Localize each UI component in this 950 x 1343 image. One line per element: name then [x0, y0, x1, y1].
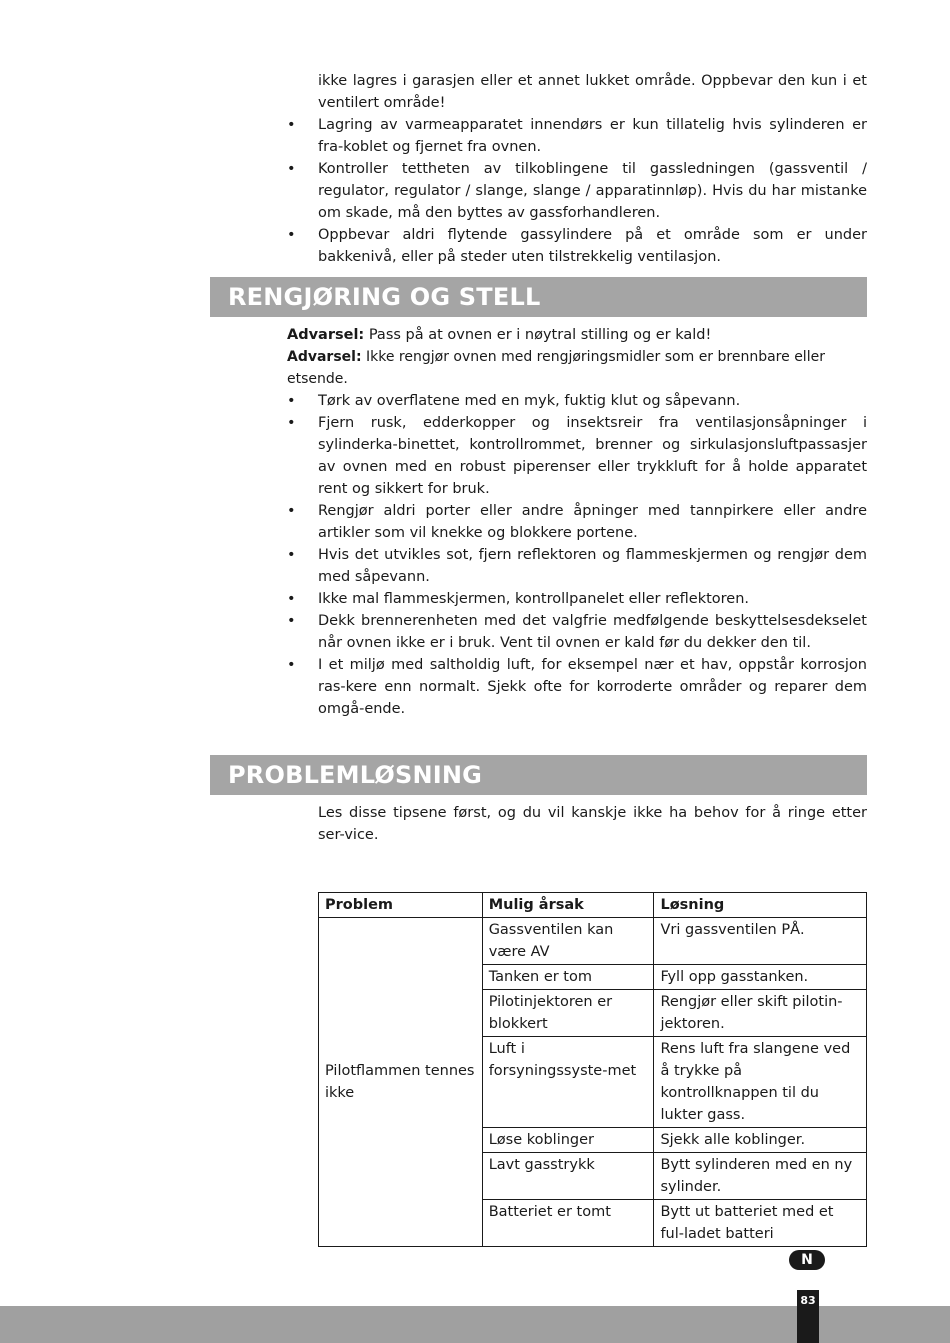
- warning-line: [287, 346, 887, 390]
- cause-cell: Pilotinjektoren er blokkert: [482, 990, 654, 1037]
- list-item: • Fjern rusk, edderkopper og insektsreir fra ventilasjonsåpninger i sylinderka-binettet, kontrollrommet, brenner og sirkulasjonsluftpassasjer av ovnen med en robust piperenser eller trykkluft for å holde apparatet rent og sikkert for bruk.: [287, 412, 867, 500]
- problem-cell: Pilotflammen tennes ikke: [319, 918, 483, 1247]
- list-item: • I et miljø med saltholdig luft, for eksempel nær et hav, oppstår korrosjon ras-kere enn normalt. Sjekk ofte for korroderte områder og reparer dem omgå-ende.: [287, 654, 867, 720]
- solution-cell: Vri gassventilen PÅ.: [654, 918, 867, 965]
- cleaning-bullet-list: [287, 390, 867, 720]
- section-heading-cleaning: RENGJØRING OG STELL: [210, 277, 867, 317]
- troubleshooting-intro: Les disse tipsene først, og du vil kanskje ikke ha behov for å ringe etter ser-vice.: [318, 805, 867, 843]
- column-header-solution: Løsning: [654, 893, 867, 918]
- page-number: 83: [797, 1290, 819, 1343]
- list-item: • Dekk brennerenheten med det valgfrie medfølgende beskyttelsesdekselet når ovnen ikke er i bruk. Vent til ovnen er kald før du dekker den til.: [287, 610, 867, 654]
- cause-cell: Batteriet er tomt: [482, 1200, 654, 1247]
- warning-text: Pass på at ovnen er i nøytral stilling og er kald!: [364, 327, 712, 343]
- solution-cell: Fyll opp gasstanken.: [654, 965, 867, 990]
- table-header-row: [319, 893, 867, 918]
- cause-cell: Lavt gasstrykk: [482, 1153, 654, 1200]
- intro-continuation: ikke lagres i garasjen eller et annet lukket område. Oppbevar den kun i et ventilert område!: [318, 73, 867, 111]
- column-header-problem: Problem: [319, 893, 483, 918]
- solution-cell: Rens luft fra slangene ved å trykke på kontrollknappen til du lukter gass.: [654, 1037, 867, 1128]
- warning-line: [287, 324, 887, 346]
- warning-label: Advarsel:: [287, 327, 365, 343]
- cause-cell: Luft i forsyningssyste-met: [482, 1037, 654, 1128]
- intro-bullet-list: [287, 114, 867, 268]
- warning-label: Advarsel:: [287, 349, 362, 365]
- cause-cell: Løse koblinger: [482, 1128, 654, 1153]
- solution-cell: Bytt ut batteriet med et ful-ladet batteri: [654, 1200, 867, 1247]
- language-badge: N: [789, 1250, 825, 1270]
- troubleshooting-table: [318, 892, 867, 1247]
- solution-cell: Bytt sylinderen med en ny sylinder.: [654, 1153, 867, 1200]
- list-item: • Oppbevar aldri flytende gassylindere på et område som er under bakkenivå, eller på steder uten tilstrekkelig ventilasjon.: [287, 224, 867, 268]
- list-item: • Rengjør aldri porter eller andre åpninger med tannpirkere eller andre artikler som vil knekke og blokkere portene.: [287, 500, 867, 544]
- cause-cell: Tanken er tom: [482, 965, 654, 990]
- solution-cell: Sjekk alle koblinger.: [654, 1128, 867, 1153]
- list-item: • Ikke mal flammeskjermen, kontrollpanelet eller reflektoren.: [287, 588, 867, 610]
- cause-cell: Gassventilen kan være AV: [482, 918, 654, 965]
- section-heading-troubleshooting: PROBLEMLØSNING: [210, 755, 867, 795]
- list-item: • Kontroller tettheten av tilkoblingene til gassledningen (gassventil / regulator, regulator / slange, slange / apparatinnløp). Hvis du har mistanke om skade, må den byttes av gassforhandleren.: [287, 158, 867, 224]
- solution-cell: Rengjør eller skift pilotin-jektoren.: [654, 990, 867, 1037]
- list-item: • Tørk av overflatene med en myk, fuktig klut og såpevann.: [287, 390, 867, 412]
- list-item: • Lagring av varmeapparatet innendørs er kun tillatelig hvis sylinderen er fra-koblet og fjernet fra ovnen.: [287, 114, 867, 158]
- warnings: [287, 324, 887, 390]
- warning-text: Ikke rengjør ovnen med rengjøringsmidler som er brennbare eller etsende.: [287, 349, 825, 387]
- column-header-cause: Mulig årsak: [482, 893, 654, 918]
- table-row: [319, 918, 867, 965]
- list-item: • Hvis det utvikles sot, fjern reflektoren og flammeskjermen og rengjør dem med såpevann.: [287, 544, 867, 588]
